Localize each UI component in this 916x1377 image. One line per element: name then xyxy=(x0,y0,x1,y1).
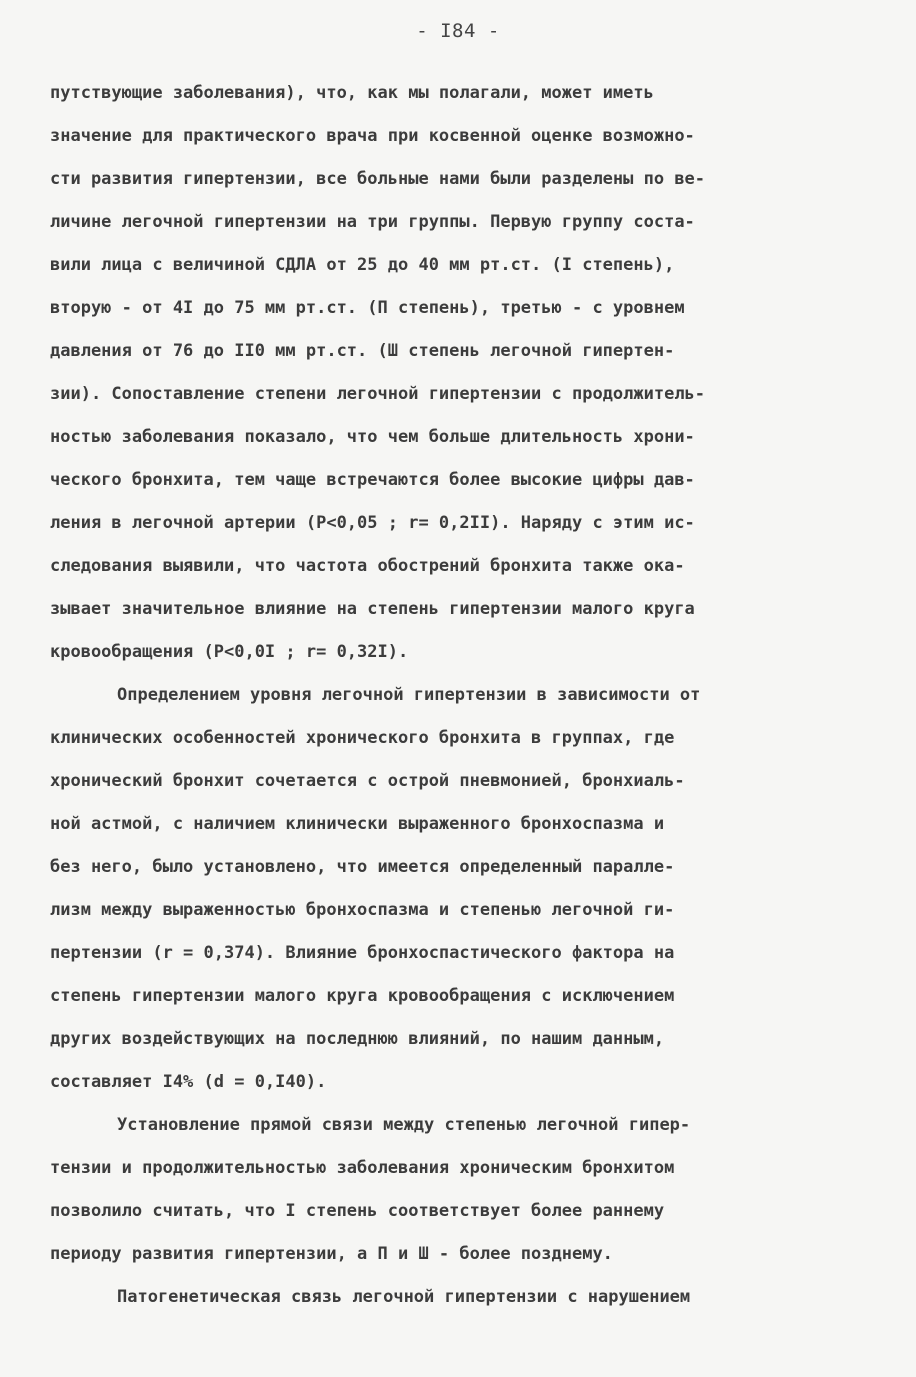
text-line: кровообращения (Р<0,0I ; r= 0,32I). xyxy=(50,642,409,662)
text-line: лизм между выраженностью бронхоспазма и степенью легочной ги- xyxy=(50,900,675,920)
text-line: ностью заболевания показало, что чем больше длительность хрони- xyxy=(50,427,695,447)
text-line: составляет I4% (d = 0,I40). xyxy=(50,1072,327,1092)
text-line: ления в легочной артерии (Р<0,05 ; r= 0,2II). Наряду с этим ис- xyxy=(50,513,695,533)
text-line: вили лица с величиной СДЛА от 25 до 40 мм рт.ст. (I степень), xyxy=(50,255,675,275)
text-line: периоду развития гипертензии, а П и Ш - более позднему. xyxy=(50,1244,613,1264)
text-line: степень гипертензии малого круга кровообращения с исключением xyxy=(50,986,675,1006)
text-line: ной астмой, с наличием клинически выраженного бронхоспазма и xyxy=(50,814,665,834)
text-line: путствующие заболевания), что, как мы полагали, может иметь xyxy=(50,83,654,103)
page-number: - I84 - xyxy=(416,20,500,42)
text-line: следования выявили, что частота обострений бронхита также ока- xyxy=(50,556,685,576)
paragraph-start-line: Патогенетическая связь легочной гипертензии с нарушением xyxy=(117,1287,691,1307)
text-line: пертензии (r = 0,374). Влияние бронхоспастического фактора на xyxy=(50,943,675,963)
text-line: личине легочной гипертензии на три группы. Первую группу соста- xyxy=(50,212,695,232)
text-line: без него, было установлено, что имеется определенный паралле- xyxy=(50,857,675,877)
paragraph-start-line: Определением уровня легочной гипертензии в зависимости от xyxy=(117,685,701,705)
paragraph-start-line: Установление прямой связи между степенью легочной гипер- xyxy=(117,1115,691,1135)
text-line: давления от 76 до II0 мм рт.ст. (Ш степень легочной гипертен- xyxy=(50,341,675,361)
text-line: клинических особенностей хронического бронхита в группах, где xyxy=(50,728,675,748)
text-line: тензии и продолжительностью заболевания хроническим бронхитом xyxy=(50,1158,675,1178)
text-line: зии). Сопоставление степени легочной гипертензии с продолжитель- xyxy=(50,384,706,404)
text-line: зывает значительное влияние на степень гипертензии малого круга xyxy=(50,599,695,619)
text-line: ческого бронхита, тем чаще встречаются более высокие цифры дав- xyxy=(50,470,695,490)
text-line: значение для практического врача при косвенной оценке возможно- xyxy=(50,126,695,146)
text-line: хронический бронхит сочетается с острой пневмонией, бронхиаль- xyxy=(50,771,685,791)
text-line: вторую - от 4I до 75 мм рт.ст. (П степень), третью - с уровнем xyxy=(50,298,685,318)
text-line: других воздействующих на последнюю влияний, по нашим данным, xyxy=(50,1029,665,1049)
text-line: позволило считать, что I степень соответствует более раннему xyxy=(50,1201,665,1221)
text-line: сти развития гипертензии, все больные нами были разделены по ве- xyxy=(50,169,706,189)
